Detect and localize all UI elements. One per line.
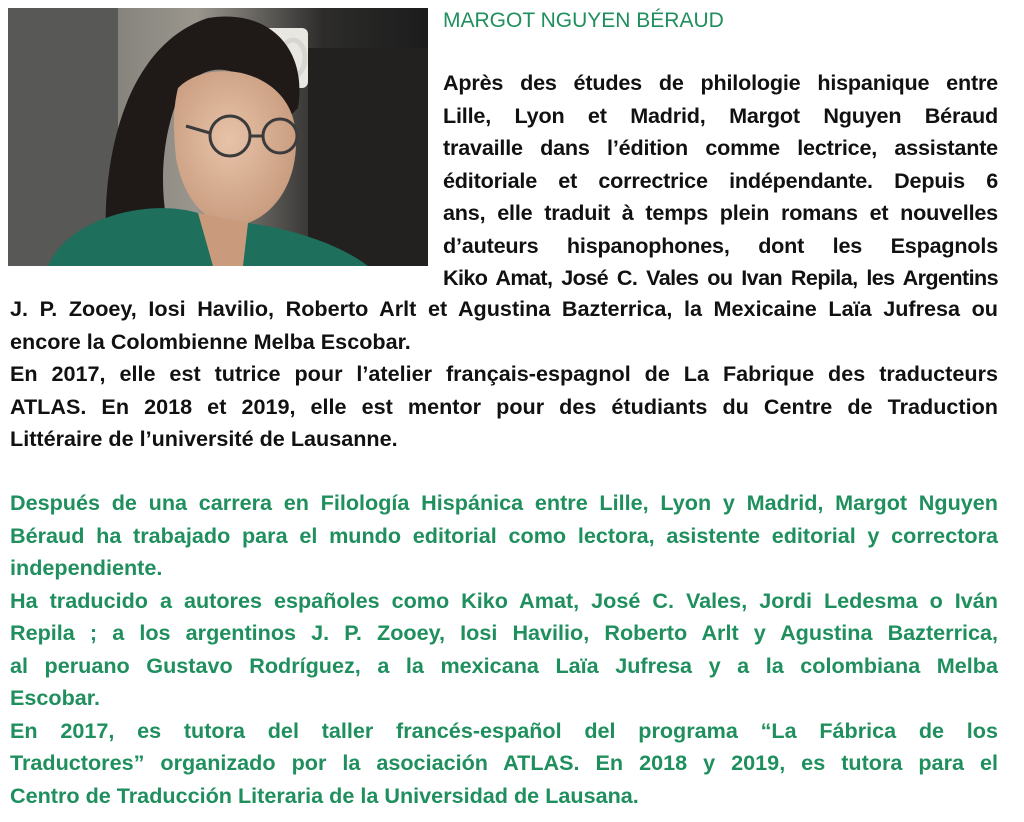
- bio-fr-intro: [443, 67, 998, 295]
- author-name: MARGOT NGUYEN BÉRAUD: [443, 9, 724, 32]
- text-line: Escobar.: [10, 685, 101, 710]
- text-line: ans, elle traduit à temps plein romans et nouvelles: [443, 200, 998, 225]
- portrait-photo-icon: [8, 8, 428, 266]
- text-line: encore la Colombienne Melba Escobar.: [10, 328, 411, 354]
- bio-es: [10, 487, 998, 812]
- text-line: éditoriale et correctrice indépendante. Depuis 6: [443, 167, 998, 193]
- text-line: Ha traducido a autores españoles como Kiko Amat, José C. Vales, Jordi Ledesma o Iván: [10, 587, 998, 613]
- text-line: travaille dans l’édition comme lectrice, assistante: [443, 135, 998, 160]
- bio-fr-continued: [10, 293, 998, 456]
- text-line: Béraud ha trabajado para el mundo editorial como lectora, asistente editorial y correctora: [10, 522, 998, 548]
- text-line: En 2017, elle est tutrice pour l’atelier français-espagnol de La Fabrique des traducteurs: [10, 361, 998, 386]
- text-line: Traductores” organizado por la asociación ATLAS. En 2018 y 2019, es tutora para el: [10, 750, 998, 775]
- text-line: Centro de Traducción Literaria de la Universidad de Lausana.: [10, 782, 639, 808]
- text-line: Después de una carrera en Filología Hispánica entre Lille, Lyon y Madrid, Margot Nguyen: [10, 490, 998, 515]
- text-line: Lille, Lyon et Madrid, Margot Nguyen Béraud: [443, 102, 998, 128]
- text-line: Littéraire de l’université de Lausanne.: [10, 426, 398, 451]
- text-line: Repila ; a los argentinos J. P. Zooey, Iosi Havilio, Roberto Arlt y Agustina Bazterrica,: [10, 620, 998, 645]
- text-line: d’auteurs hispanophones, dont les Espagnols: [443, 232, 998, 258]
- text-line: independiente.: [10, 555, 163, 580]
- text-line: Après des études de philologie hispanique entre: [443, 70, 998, 95]
- text-line: al peruano Gustavo Rodríguez, a la mexicana Laïa Jufresa y a la colombiana Melba: [10, 652, 998, 678]
- text-line: ATLAS. En 2018 et 2019, elle est mentor pour des étudiants du Centre de Traduction: [10, 393, 998, 419]
- text-line: J. P. Zooey, Iosi Havilio, Roberto Arlt et Agustina Bazterrica, la Mexicaine Laïa Jufresa ou: [10, 296, 998, 321]
- text-line: Kiko Amat, José C. Vales ou Ivan Repila, les Argentins: [443, 265, 998, 290]
- author-portrait: [8, 8, 428, 266]
- text-line: En 2017, es tutora del taller francés-español del programa “La Fábrica de los: [10, 717, 998, 743]
